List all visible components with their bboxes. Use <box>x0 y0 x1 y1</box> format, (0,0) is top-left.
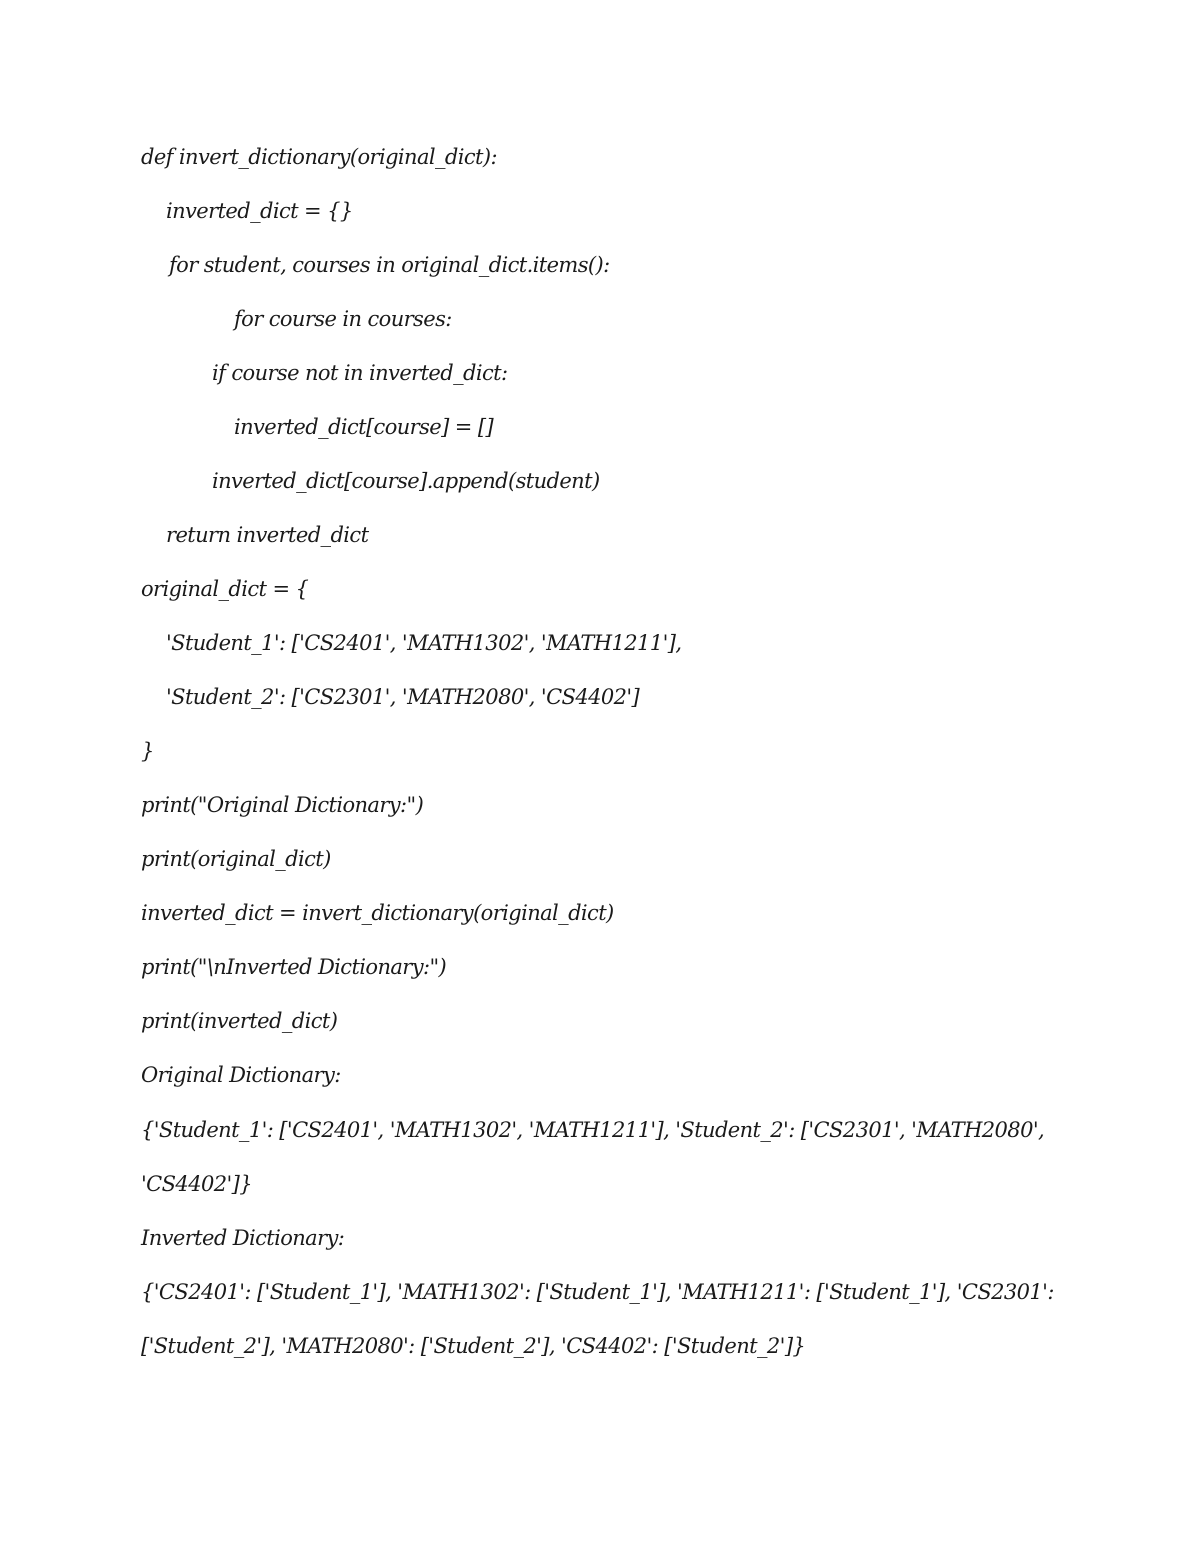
code-line: print(inverted_dict) <box>141 1009 338 1033</box>
output-line: Original Dictionary: <box>141 1063 341 1087</box>
code-line: def invert_dictionary(original_dict): <box>141 145 497 169</box>
code-line: print("Original Dictionary:") <box>141 793 424 817</box>
code-line: for student, courses in original_dict.items(): <box>169 253 610 277</box>
output-line: {'Student_1': ['CS2401', 'MATH1302', 'MATH1211'], 'Student_2': ['CS2301', 'MATH2080', <box>141 1118 1045 1142</box>
code-line: for course in courses: <box>234 307 452 331</box>
code-line: if course not in inverted_dict: <box>212 361 508 385</box>
code-line: original_dict = { <box>141 577 309 601</box>
output-line: 'CS4402']} <box>141 1172 252 1196</box>
output-line: ['Student_2'], 'MATH2080': ['Student_2'], 'CS4402': ['Student_2']} <box>141 1334 806 1358</box>
code-line: 'Student_2': ['CS2301', 'MATH2080', 'CS4402'] <box>166 685 640 709</box>
code-line: inverted_dict[course] = [] <box>234 415 494 439</box>
code-line: inverted_dict = invert_dictionary(original_dict) <box>141 901 614 925</box>
output-line: {'CS2401': ['Student_1'], 'MATH1302': ['Student_1'], 'MATH1211': ['Student_1'], 'CS2301': <box>141 1280 1054 1304</box>
code-line: inverted_dict = {} <box>166 199 353 223</box>
code-line: inverted_dict[course].append(student) <box>212 469 600 493</box>
code-line: } <box>141 739 154 763</box>
code-line: return inverted_dict <box>166 523 369 547</box>
code-line: print("\nInverted Dictionary:") <box>141 955 447 979</box>
code-line: print(original_dict) <box>141 847 331 871</box>
code-line: 'Student_1': ['CS2401', 'MATH1302', 'MATH1211'], <box>166 631 682 655</box>
output-line: Inverted Dictionary: <box>141 1226 345 1250</box>
